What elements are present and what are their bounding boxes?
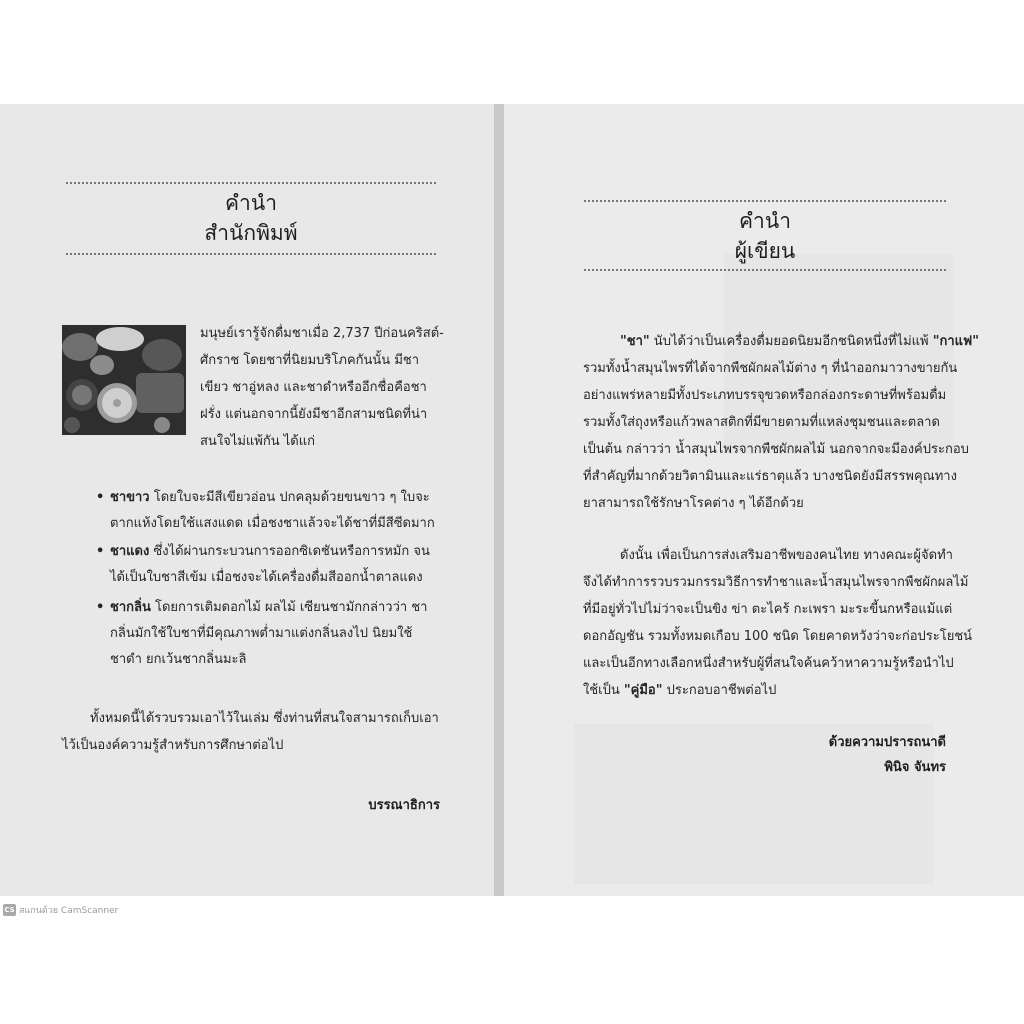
heading-top-rule (584, 200, 946, 202)
paragraph-line: ดังนั้น เพื่อเป็นการส่งเสริมอาชีพของคนไทย ทางคณะผู้จัดทำ (620, 548, 953, 563)
paragraph-line (583, 677, 776, 704)
tea-type-text: โดยใบจะมีสีเขียวอ่อน ปกคลุมด้วยขนขาว ๆ ใบจะ (149, 490, 430, 505)
heading-bottom-rule (66, 253, 436, 255)
camscanner-logo-icon: CS (4, 906, 15, 914)
left-signature: บรรณาธิการ (368, 798, 440, 813)
intro-line: สนใจไม่แพ้กัน ได้แก่ (200, 434, 315, 449)
tea-type-term: ชากลิ่น (110, 600, 151, 615)
right-heading (584, 206, 946, 266)
paragraph-text: ใช้เป็น (583, 683, 624, 698)
paragraph-line: และเป็นอีกทางเลือกหนึ่งสำหรับผู้ที่สนใจค้นคว้าหาความรู้หรือนำไป (583, 656, 954, 671)
paragraph-text: นับได้ว่าเป็นเครื่องดื่มยอดนิยมอีกชนิดหนึ่งที่ไม่แพ้ (649, 334, 933, 349)
tea-type-text: ได้เป็นใบชาสีเข้ม เมื่อชงจะได้เครื่องดื่มสีออกน้ำตาลแดง (110, 570, 423, 585)
paragraph-text: ประกอบอาชีพต่อไป (662, 683, 777, 698)
tea-type-text: ซึ่งได้ผ่านกระบวนการออกซิเดชันหรือการหมัก จน (149, 544, 430, 559)
right-heading-subtitle: ผู้เขียน (734, 239, 796, 263)
paragraph-line: เป็นต้น กล่าวว่า น้ำสมุนไพรจากพืชผักผลไม้ นอกจากจะมีองค์ประกอบ (583, 442, 969, 457)
left-heading-title: คำนำ (225, 191, 277, 215)
intro-line: เขียว ชาอู่หลง และชาดำหรืออีกชื่อคือชา (200, 380, 427, 395)
scanner-watermark-text: สแกนด้วย CamScanner (19, 906, 119, 916)
tea-type-item (96, 485, 435, 537)
right-signature-author: พินิจ จันทร (884, 760, 946, 775)
paragraph-line: รวมทั้งใส่ถุงหรือแก้วพลาสติกที่มีขายตามที่แหล่งชุมชนและตลาด (583, 415, 940, 430)
paragraph-line: จึงได้ทำการรวบรวมกรรมวิธีการทำชาและน้ำสมุนไพรจากพืชผักผลไม้ (583, 575, 969, 590)
scanner-watermark (3, 903, 118, 917)
quoted-term-coffee: "กาแฟ" (932, 334, 980, 349)
closing-line: ทั้งหมดนี้ได้รวบรวมเอาไว้ในเล่ม ซึ่งท่านที่สนใจสามารถเก็บเอา (90, 711, 439, 726)
quoted-term-manual: "คู่มือ" (623, 683, 663, 698)
paragraph-line: ยาสามารถใช้รักษาโรคต่าง ๆ ได้อีกด้วย (583, 496, 804, 511)
paragraph-line: ดอกอัญชัน รวมทั้งหมดเกือบ 100 ชนิด โดยคาดหวังว่าจะก่อประโยชน์ (583, 629, 973, 644)
paragraph-line: ที่สำคัญที่มากด้วยวิตามินและแร่ธาตุแล้ว บางชนิดยังมีสรรพคุณทาง (583, 469, 957, 484)
bullet-dot: • (96, 490, 105, 505)
tea-type-text: กลิ่นมักใช้ใบชาที่มีคุณภาพต่ำมาแต่งกลิ่นลงไป นิยมใช้ (110, 626, 413, 641)
intro-line: ฝรั่ง แต่นอกจากนี้ยังมีชาอีกสามชนิดที่น่า (200, 407, 428, 422)
fruit-photo-illustration (62, 325, 186, 435)
paragraph-line: รวมทั้งน้ำสมุนไพรที่ได้จากพืชผักผลไม้ต่าง ๆ ที่นำออกมาวางขายกัน (583, 361, 958, 376)
tea-type-item (96, 595, 428, 673)
quoted-term-tea: "ชา" (620, 334, 650, 349)
closing-line: ไว้เป็นองค์ความรู้สำหรับการศึกษาต่อไป (62, 738, 284, 753)
bullet-dot: • (96, 544, 105, 559)
left-heading (66, 188, 436, 248)
paragraph-line (620, 328, 979, 355)
paragraph-line: ที่มีอยู่ทั่วไปไม่ว่าจะเป็นขิง ข่า ตะไคร้ กะเพรา มะระขี้นกหรือแม้แต่ (583, 602, 953, 617)
tea-type-text: โดยการเติมดอกไม้ ผลไม้ เซียนชามักกล่าวว่า ชา (150, 600, 428, 615)
heading-top-rule (66, 182, 436, 184)
tea-type-text: ชาดำ ยกเว้นชากลิ่นมะลิ (110, 652, 247, 667)
right-heading-title: คำนำ (739, 209, 791, 233)
tea-type-item (96, 539, 430, 591)
fruit-photo (62, 325, 186, 435)
tea-type-term: ชาขาว (110, 490, 150, 505)
heading-bottom-rule (584, 269, 946, 271)
left-heading-subtitle: สำนักพิมพ์ (204, 221, 298, 245)
tea-type-term: ชาแดง (110, 544, 150, 559)
paragraph-line: อย่างแพร่หลายมีทั้งประเภทบรรจุขวดหรือกล่องกระดาษที่พร้อมดื่ม (583, 388, 947, 403)
tea-type-text: ตากแห้งโดยใช้แสงแดด เมื่อชงชาแล้วจะได้ชาที่มีสีซีดมาก (110, 516, 435, 531)
right-signature-greeting: ด้วยความปรารถนาดี (828, 735, 946, 750)
intro-line: มนุษย์เรารู้จักดื่มชาเมื่อ 2,737 ปีก่อนคริสต์- (200, 326, 444, 341)
intro-line: ศักราช โดยชาที่นิยมบริโภคกันนั้น มีชา (200, 353, 420, 368)
book-gutter (494, 104, 504, 896)
bullet-dot: • (96, 600, 105, 615)
